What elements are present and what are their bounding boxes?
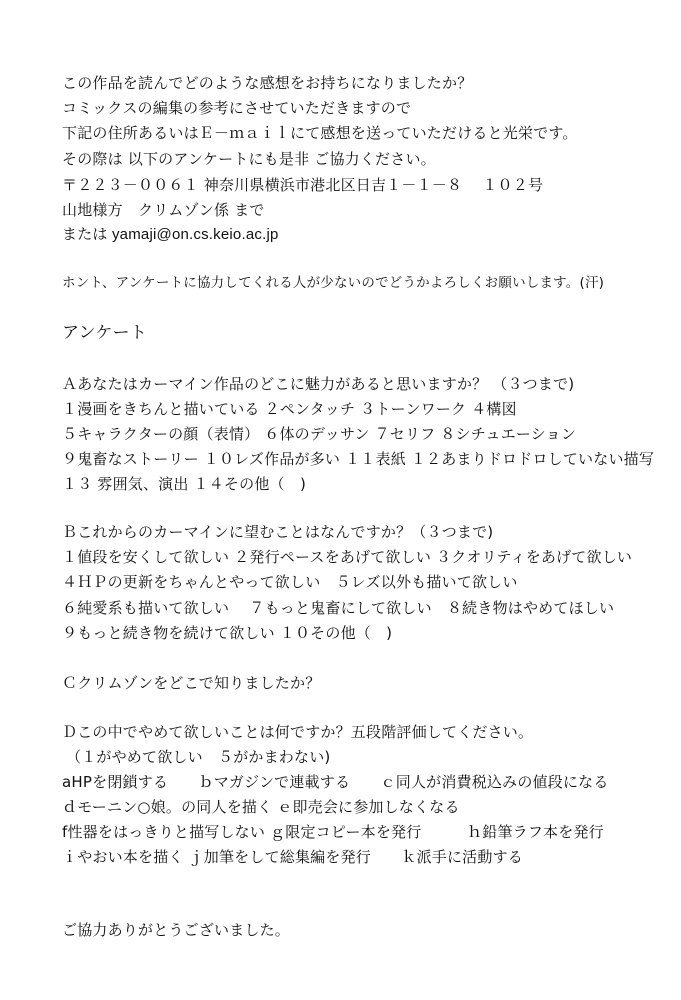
question-c: Ｃクリムゾンをどこで知りましたか？	[62, 674, 321, 692]
question-a-options-1: １漫画をきちんと描いている ２ペンタッチ ３トーンワーク ４構図	[62, 400, 517, 418]
question-b-options-4: ９もっと続き物を続けて欲しい １０その他（ )	[62, 624, 393, 642]
question-a-options-2: ５キャラクターの顔（表情） ６体のデッサン ７セリフ ８シチュエーション	[62, 425, 577, 443]
question-b: Ｂこれからのカーマインに望むことはなんですか？（３つまで)	[62, 523, 494, 541]
postal-address: 〒２２３－００６１ 神奈川県横浜市港北区日吉１－１－８ １０２号	[62, 176, 544, 194]
question-d: Ｄこの中でやめて欲しいことは何ですか？五段階評価してください。	[62, 723, 534, 741]
question-b-options-2: ４ＨＰの更新をちゃんとやって欲しい ５レズ以外も描いて欲しい	[62, 573, 518, 591]
question-b-options-1: １値段を安くして欲しい ２発行ペースをあげて欲しい ３クオリティをあげて欲しい	[62, 548, 633, 566]
question-d-scale: （１がやめて欲しい ５がかまわない)	[66, 748, 331, 766]
question-d-options-2: ｄモーニン○娘。の同人を描く ｅ即売会に参加しなくなる	[62, 798, 460, 816]
request-note: ホント、アンケートに協力してくれる人が少ないのでどうかよろしくお願いします。(汗)	[62, 275, 605, 291]
intro-line-1: この作品を読んでどのような感想をお持ちになりましたか？	[62, 74, 473, 92]
intro-line-4: その際は 以下のアンケートにも是非 ご協力ください。	[62, 150, 436, 168]
closing-thanks: ご協力ありがとうございました。	[62, 921, 291, 939]
question-d-options-4: ｉやおい本を描く ｊ加筆をして総集編を発行 ｋ派手に活動する	[62, 848, 523, 866]
addressee: 山地様方 クリムゾン係 まで	[62, 201, 265, 219]
email-line: または yamaji@on.cs.keio.ac.jp	[62, 226, 279, 243]
question-d-options-1: aHPを閉鎖する ｂマガジンで連載する ｃ同人が消費税込みの値段になる	[62, 773, 609, 791]
intro-line-2: コミックスの編集の参考にさせていただきますので	[62, 99, 412, 117]
question-a-options-4: １３ 雰囲気、演出 １４その他（ )	[62, 475, 306, 493]
question-a: Ａあなたはカーマイン作品のどこに魅力があると思いますか？ （３つまで)	[62, 375, 575, 393]
intro-line-3: 下記の住所あるいはＥ－ｍａｉｌにて感想を送っていただけると光栄です。	[62, 124, 578, 142]
survey-title: アンケート	[62, 323, 147, 343]
question-b-options-3: ６純愛系も描いて欲しい ７もっと鬼畜にして欲しい ８続き物はやめてほしい	[62, 599, 615, 617]
question-a-options-3: ９鬼畜なストーリー １０レズ作品が多い １１表紙 １２あまりドロドロしていない描写	[62, 450, 655, 468]
question-d-options-3: f性器をはっきりと描写しない ｇ限定コピー本を発行 ｈ鉛筆ラフ本を発行	[62, 823, 604, 841]
